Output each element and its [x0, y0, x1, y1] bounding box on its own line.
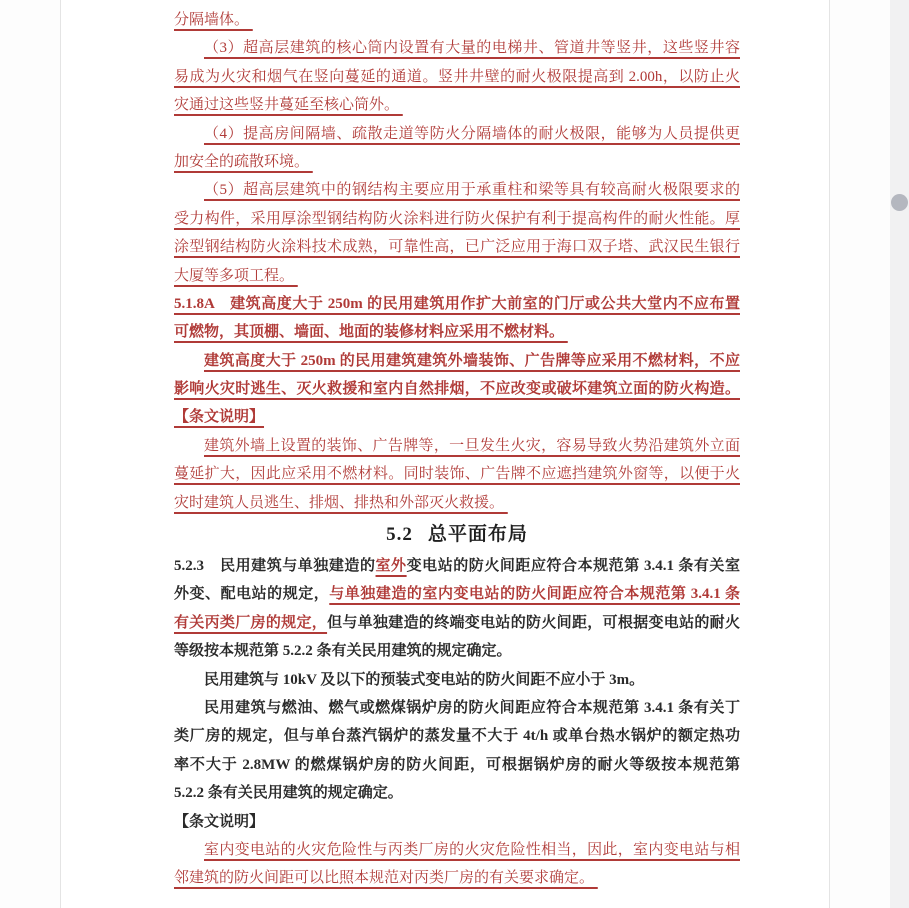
revision-text-segment: （4）提高房间隔墙、疏散走道等防火分隔墙体的耐火极限，能够为人员提供更	[204, 125, 740, 142]
revision-text-segment: 分隔墙体。	[174, 12, 253, 28]
doc-line	[174, 580, 740, 608]
text-segment: 率不大于 2.8MW 的燃煤锅炉房的防火间距，可根据锅炉房的耐火等级按本规范第	[174, 756, 740, 773]
doc-line	[174, 148, 740, 176]
doc-line	[174, 91, 740, 119]
doc-line	[174, 403, 740, 431]
text-segment: 类厂房的规定，但与单台蒸汽锅炉的蒸发量不大于 4t/h 或单台热水锅炉的额定热功	[174, 728, 740, 745]
doc-line	[174, 808, 740, 836]
revision-text-segment: 有关丙类厂房的规定，	[174, 614, 328, 631]
doc-line	[174, 432, 740, 460]
text-segment: 变电站的防火间距应符合本规范第 3.4.1 条有关室	[406, 558, 740, 575]
revision-text-segment: 邻建筑的防火间距可以比照本规范对丙类厂房的有关要求确定。	[174, 870, 598, 887]
doc-line	[174, 637, 740, 665]
revision-text-segment: 可燃物，其顶棚、墙面、地面的装修材料应采用不燃材料。	[174, 324, 568, 341]
doc-line	[174, 864, 740, 892]
doc-line	[174, 34, 740, 62]
doc-line	[174, 347, 740, 375]
revision-text-segment: 蔓延扩大，因此应采用不燃材料。同时装饰、广告牌不应遮挡建筑外窗等，以便于火	[174, 466, 740, 483]
doc-line	[174, 751, 740, 779]
doc-line	[174, 694, 740, 722]
doc-line	[174, 722, 740, 750]
scrollbar-track[interactable]	[890, 0, 909, 908]
doc-line	[174, 63, 740, 91]
section-5-2-text-block	[174, 552, 740, 893]
doc-line	[174, 290, 740, 318]
text-segment: 5.2.2 条有关民用建筑的规定确定。	[174, 785, 403, 802]
doc-line	[174, 609, 740, 637]
revision-text-segment: 建筑外墙上设置的装饰、广告牌等，一旦发生火灾，容易导致火势沿建筑外立面	[204, 437, 740, 454]
doc-line	[174, 460, 740, 488]
doc-line	[174, 375, 740, 403]
doc-line	[174, 666, 740, 694]
text-segment: 外变、配电站的规定，	[174, 586, 330, 603]
doc-line	[174, 836, 740, 864]
document-page	[60, 0, 830, 908]
doc-line	[174, 205, 740, 233]
revision-text-segment: 室内变电站的火灾危险性与丙类厂房的火灾危险性相当，因此，室内变电站与相	[204, 841, 740, 858]
revision-text-segment: 室外	[375, 558, 407, 575]
revision-text-segment: 与单独建造的室内变电站的防火间距应符合本规范第 3.4.1 条	[329, 586, 740, 603]
text-segment: 但与单独建造的终端变电站的防火间距，可根据变电站的耐火	[327, 614, 740, 631]
doc-line	[174, 6, 740, 34]
revision-text-segment: 灾通过这些竖井蔓延至核心筒外。	[174, 97, 403, 114]
doc-line	[174, 233, 740, 261]
scrollbar-thumb[interactable]	[891, 194, 908, 211]
doc-line	[174, 779, 740, 807]
revision-text-segment: 【条文说明】	[174, 409, 265, 426]
page-content	[174, 0, 740, 893]
revision-text-segment: （3）超高层建筑的核心筒内设置有大量的电梯井、管道井等竖井，这些竖井容	[204, 40, 740, 57]
section-number: 5.2	[386, 524, 413, 546]
revision-text-segment: 5.1.8A 建筑高度大于 250m 的民用建筑用作扩大前室的门厅或公共大堂内不应布置	[174, 295, 740, 312]
doc-line	[174, 318, 740, 346]
doc-line	[174, 176, 740, 204]
revision-text-segment: 加安全的疏散环境。	[174, 153, 313, 170]
text-segment: 5.2.3 民用建筑与单独建造的	[174, 558, 376, 575]
revision-text-segment: （5）超高层建筑中的钢结构主要应用于承重柱和梁等具有较高耐火极限要求的	[204, 182, 740, 199]
revision-text-segment: 大厦等多项工程。	[174, 267, 298, 284]
section-5-1-text-block	[174, 6, 740, 517]
revision-text-segment: 受力构件，采用厚涂型钢结构防火涂料进行防火保护有利于提高构件的耐火性能。厚	[174, 210, 740, 227]
doc-line	[174, 120, 740, 148]
text-segment: 等级按本规范第 5.2.2 条有关民用建筑的规定确定。	[174, 643, 512, 660]
doc-line	[174, 262, 740, 290]
text-segment: 【条文说明】	[174, 813, 265, 830]
revision-text-segment: 建筑高度大于 250m 的民用建筑建筑外墙装饰、广告牌等应采用不燃材料，不应	[204, 352, 740, 369]
revision-text-segment: 易成为火灾和烟气在竖向蔓延的通道。竖井井壁的耐火极限提高到 2.00h，以防止火	[174, 68, 740, 85]
text-segment: 民用建筑与燃油、燃气或燃煤锅炉房的防火间距应符合本规范第 3.4.1 条有关丁	[204, 699, 740, 716]
revision-text-segment: 影响火灾时逃生、灭火救援和室内自然排烟，不应改变或破坏建筑立面的防火构造。	[174, 381, 740, 398]
text-segment: 民用建筑与 10kV 及以下的预装式变电站的防火间距不应小于 3m。	[204, 671, 645, 688]
section-heading	[174, 517, 740, 552]
revision-text-segment: 涂型钢结构防火涂料技术成熟，可靠性高，已广泛应用于海口双子塔、武汉民生银行	[174, 239, 740, 256]
revision-text-segment: 灾时建筑人员逃生、排烟、排热和外部灭火救援。	[174, 494, 508, 511]
section-title: 总平面布局	[427, 524, 528, 546]
doc-line	[174, 552, 740, 580]
doc-line	[174, 489, 740, 517]
